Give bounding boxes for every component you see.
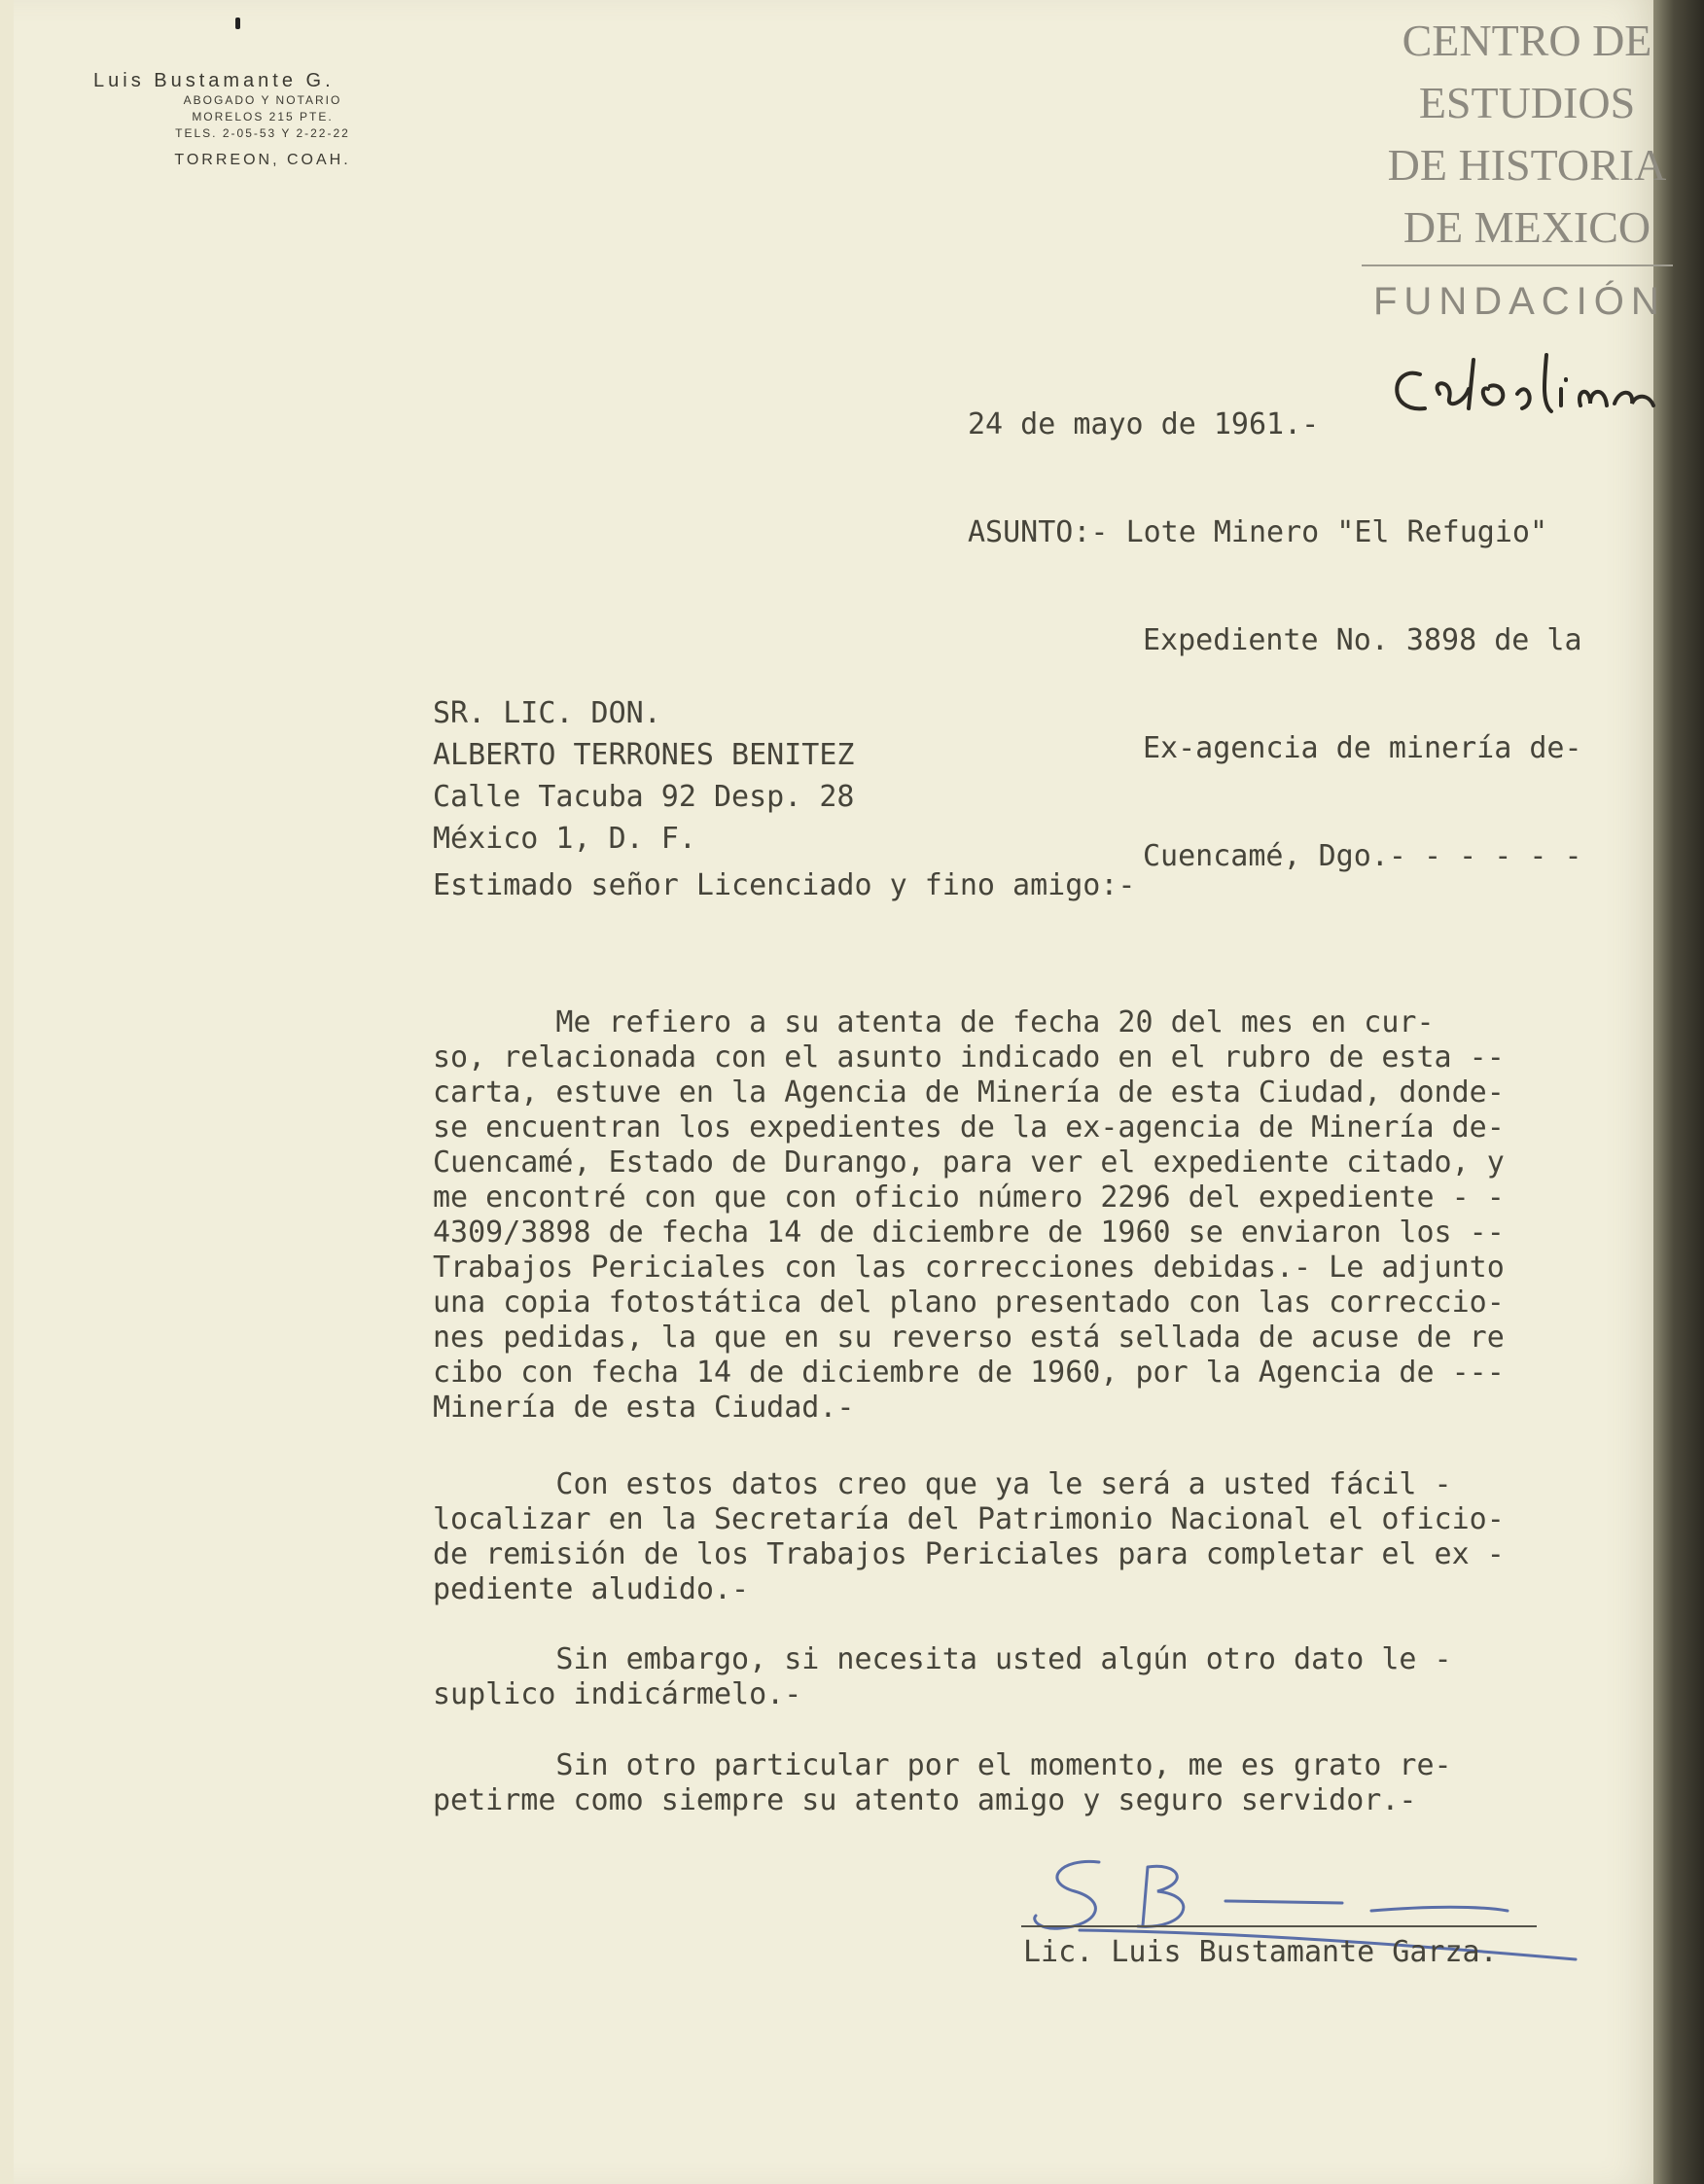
letterhead-city: TORREON, COAH. (174, 152, 351, 168)
subject-line-1 (968, 514, 1582, 550)
body-line: pediente aludido.- (433, 1572, 750, 1606)
body-paragraph-1 (433, 1005, 1639, 1426)
body-line: Sin otro particular por el momento, me es grato re- (433, 1748, 1452, 1782)
ink-mark (235, 18, 240, 29)
recipient-address (433, 692, 854, 860)
body-line: una copia fotostática del plano presentado con las correccio- (433, 1286, 1505, 1320)
letter-date: 24 de mayo de 1961.- (968, 407, 1320, 441)
body-line: suplico indicármelo.- (433, 1677, 802, 1711)
letterhead-phones: TELS. 2-05-53 Y 2-22-22 (175, 126, 350, 140)
salutation: Estimado señor Licenciado y fino amigo:- (433, 868, 1136, 902)
body-line: cibo con fecha 14 de diciembre de 1960, por la Agencia de --- (433, 1356, 1505, 1390)
archive-stamp (1362, 10, 1692, 324)
stamp-line: CENTRO DE (1402, 16, 1652, 65)
body-paragraph-2 (433, 1467, 1639, 1607)
signer-name: Lic. Luis Bustamante Garza. (1023, 1935, 1498, 1969)
stamp-line: DE HISTORIA (1387, 140, 1667, 190)
stamp-line: DE MEXICO (1402, 202, 1651, 252)
body-line: Sin embargo, si necesita usted algún otro dato le - (433, 1642, 1452, 1676)
body-line: Trabajos Periciales con las correcciones debidas.- Le adjunto (433, 1251, 1505, 1285)
stamp-line: ESTUDIOS (1418, 78, 1636, 127)
body-line: me encontré con que con oficio número 2296 del expediente - - (433, 1180, 1505, 1215)
body-line: so, relacionada con el asunto indicado en el rubro de esta -- (433, 1040, 1505, 1074)
body-line: Cuencamé, Estado de Durango, para ver el expediente citado, y (433, 1145, 1505, 1180)
body-line: se encuentran los expedientes de la ex-agencia de Minería de- (433, 1110, 1505, 1145)
letterhead-name: Luis Bustamante G. (93, 70, 335, 91)
body-line: localizar en la Secretaría del Patrimonio Nacional el oficio- (433, 1502, 1505, 1536)
recipient-line: México 1, D. F. (433, 822, 696, 856)
page-edge-shadow (1653, 0, 1704, 2184)
date-subject-block (968, 335, 1582, 910)
body-line: Con estos datos creo que ya le será a usted fácil - (433, 1467, 1452, 1501)
subject-text: Lote Minero "El Refugio" (1125, 515, 1548, 549)
recipient-line: SR. LIC. DON. (433, 696, 661, 730)
recipient-line: ALBERTO TERRONES BENITEZ (433, 738, 855, 772)
subject-label: ASUNTO:- (968, 515, 1109, 549)
body-line: petirme como siempre su atento amigo y seguro servidor.- (433, 1783, 1417, 1817)
letterhead (88, 70, 438, 169)
body-line: de remisión de los Trabajos Periciales para completar el ex - (433, 1537, 1505, 1571)
subject-line-2: Expediente No. 3898 de la (1143, 623, 1582, 657)
subject-line-3: Ex-agencia de minería de- (1143, 731, 1582, 765)
body-line: 4309/3898 de fecha 14 de diciembre de 1960 se enviaron los -- (433, 1215, 1505, 1250)
signature-line (1021, 1925, 1537, 1927)
body-line: carta, estuve en la Agencia de Minería de esta Ciudad, donde- (433, 1075, 1505, 1110)
body-line: nes pedidas, la que en su reverso está sellada de acuse de re (433, 1321, 1505, 1355)
body-line: Me refiero a su atenta de fecha 20 del mes en cur- (433, 1005, 1435, 1039)
body-paragraph-4 (433, 1748, 1639, 1818)
letterhead-address: MORELOS 215 PTE. (192, 110, 334, 123)
subject-line-4: Cuencamé, Dgo.- - - - - - (1143, 839, 1582, 873)
letterhead-title: ABOGADO Y NOTARIO (183, 93, 342, 107)
body-line: Minería de esta Ciudad.- (433, 1391, 855, 1425)
body-paragraph-3 (433, 1642, 1639, 1712)
stamp-foundation: FUNDACIÓN (1373, 280, 1666, 323)
stamp-divider (1362, 264, 1673, 266)
recipient-line: Calle Tacuba 92 Desp. 28 (433, 780, 855, 814)
